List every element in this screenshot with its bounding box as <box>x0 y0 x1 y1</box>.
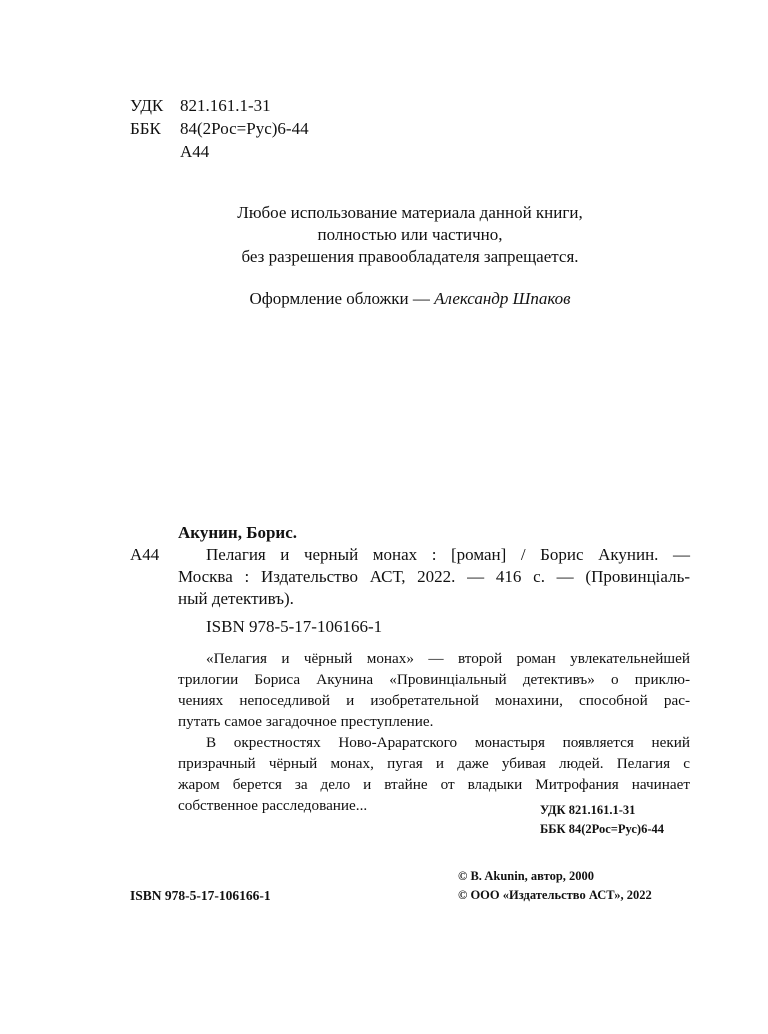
udk-row <box>130 96 271 116</box>
copyright-publisher: © ООО «Издательство АСТ», 2022 <box>458 888 652 902</box>
udk-value: 821.161.1-31 <box>180 96 271 115</box>
bbk-label: ББК <box>130 119 161 138</box>
udk-label: УДК <box>130 96 164 115</box>
bib-sign: А44 <box>130 545 160 564</box>
bib-author: Акунин, Борис. <box>178 523 297 542</box>
bbk-value: 84(2Рос=Рус)6-44 <box>180 119 309 138</box>
bib-line-1: Пелагия и черный монах : [роман] / Борис Акунин. — <box>206 545 690 564</box>
annotation-p1-line-3: чениях непоседливой и изобретательной монахини, способной рас- <box>178 692 690 709</box>
author-sign: А44 <box>180 142 210 161</box>
cover-design-credit <box>130 288 690 310</box>
bib-line-2: Москва : Издательство АСТ, 2022. — 416 с. — (Провинціаль- <box>178 567 690 586</box>
annotation-p2-line-3: жаром берется за дело и втайне от владыки Митрофания начинает <box>178 776 690 793</box>
cover-design-label: Оформление обложки — <box>249 289 430 308</box>
annotation-p2-line-2: призрачный чёрный монах, пугая и даже убивая людей. Пелагия с <box>178 755 690 772</box>
annotation-p2-line-1: В окрестностях Ново-Араратского монастыря появляется некий <box>206 734 690 751</box>
cover-designer-name: Александр Шпаков <box>434 289 571 308</box>
author-sign-row <box>130 142 209 162</box>
bib-isbn: ISBN 978-5-17-106166-1 <box>206 617 383 636</box>
annotation-p1-line-1: «Пелагия и чёрный монах» — второй роман увлекательнейшей <box>206 650 690 667</box>
index-bbk: ББК 84(2Рос=Рус)6-44 <box>540 822 664 836</box>
bbk-row <box>130 119 309 139</box>
annotation-p1-line-2: трилогии Бориса Акунина «Провинціальный детективъ» о приклю- <box>178 671 690 688</box>
copyright-notice-line-1: Любое использование материала данной книги, <box>237 203 583 222</box>
index-udk: УДК 821.161.1-31 <box>540 803 636 817</box>
bib-line-3: ный детективъ). <box>178 589 294 608</box>
footer-isbn: ISBN 978-5-17-106166-1 <box>130 888 271 903</box>
annotation-p1-line-4: путать самое загадочное преступление. <box>178 713 434 730</box>
copyright-author: © B. Akunin, автор, 2000 <box>458 869 595 883</box>
copyright-notice-line-2: полностью или частично, <box>317 225 503 244</box>
copyright-notice-line-3: без разрешения правообладателя запрещается. <box>241 247 579 266</box>
annotation-p2-line-4: собственное расследование... <box>178 797 368 814</box>
